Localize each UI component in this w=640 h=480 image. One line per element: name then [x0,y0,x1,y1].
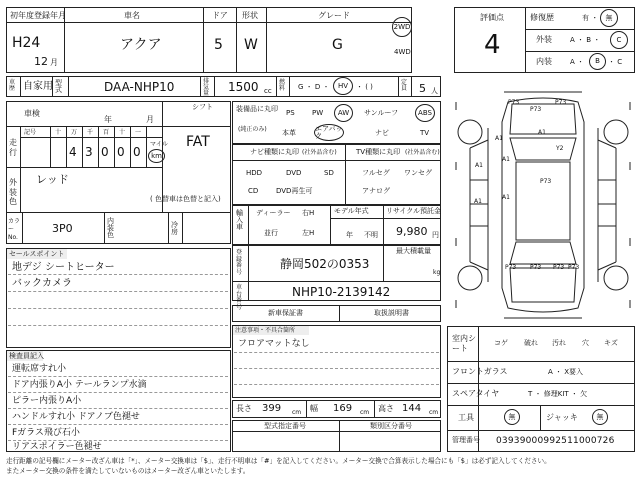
displacement: 1500 [228,80,259,94]
fuel-label: 燃料 [279,79,286,92]
documents-box [232,305,441,322]
inspector-line-5: リアスポイラー色褪せ [12,442,102,452]
tv-analog: アナログ [362,187,390,195]
mark-a1-left-door: A1 [475,162,483,169]
mark-p73-rear-left: P73 [505,264,517,271]
drive-2wd: 2WD [393,22,411,31]
digit-label-0: 十 [55,129,62,136]
recycle-label: リサイクル預託金 [386,207,442,215]
mark-a1-left-rear: A1 [474,198,482,205]
ac-label: 冷房 [171,221,178,236]
spare-label: スペアタイヤ [452,389,500,398]
navi-sd: SD [324,169,334,177]
notes-label-bg [233,326,309,335]
notes-line: フロアマットなし [238,339,310,349]
plate-number: 静岡502の0353 [280,257,370,271]
usage: 自家用 [23,81,53,92]
color-value: レッド [36,173,69,186]
mileage-digit-3: 0 [117,145,125,159]
sales-points-label-bg [7,249,67,259]
equip-navi: ナビ [375,129,389,137]
max-load-label: 最大積載量 [396,247,431,255]
seat-item-3: 穴 [582,339,589,347]
fuel-selected-circle [333,77,353,95]
mark-p73-hood: P73 [508,99,520,106]
color-no: 3P0 [52,222,73,235]
tv-type-label: TV種類に丸印 [356,148,401,156]
notes-box [232,325,441,398]
footer-line-1: 走行距離の記号欄にメーター改ざん車は「*」、メーター交換車は「$」、走行不明車は「#」を記入してください。メーター交換で合算表示した場合にも「$」は必ず記入してください。 [6,457,551,465]
warranty-label: 新車保証書 [268,309,303,317]
fuel-selected: HV [337,81,349,90]
drive-2wd-circle [392,17,412,37]
jack-value: 無 [596,412,604,421]
km-circle [148,149,165,163]
mileage-digit-4: 0 [133,145,141,159]
mileage-digit-2: 0 [101,145,109,159]
sales-points-label: セールスポイント [9,250,65,258]
inspection-month-unit: 月 [146,115,154,124]
model-year-unknown: 不明 [364,231,378,239]
inspector-line-0: 運転席すれ小 [12,364,67,374]
model-code: DAA-NHP10 [104,80,175,94]
mark-ku: Y2 [556,145,564,152]
name-label: 車名 [124,11,140,20]
navi-type-note: (社外品含む) [302,149,337,156]
fuel-options: G ・ D ・ [298,83,330,91]
navi-cd: CD [248,187,259,195]
first-reg-label: 初年度登録年月 [10,11,66,20]
exterior-label: 外装色 [9,178,17,207]
interior-label: 内装色 [107,217,114,239]
inspector-line-2: ピラー内張りA小 [12,396,82,406]
digit-label-4: 十 [119,129,126,136]
inspection-label: 車検 [24,109,40,118]
model-label: 型式 [55,79,62,94]
displacement-label: 排気量 [203,78,210,97]
mark-p73-center: P73 [540,178,552,185]
seat-item-2: 汚れ [552,339,566,347]
mark-a1-windshield: A1 [538,129,546,136]
repair-selected: 無 [605,13,613,22]
class-label: 車歴 [9,79,16,92]
inspector-line-1: ドア内張りA小 テールランプ水滴 [12,380,147,390]
equip-aw: AW [337,108,350,117]
repair-label: 修復歴 [530,13,554,22]
color-note: ( 色替車は色替と記入) [150,195,221,203]
interior-score-label: 内装 [536,57,552,66]
header-box [6,7,412,73]
inspector-label-bg [7,351,43,361]
designation-label: 型式指定番号 [264,422,306,430]
digit-label-5: 一 [135,129,142,136]
digit-label-1: 万 [71,129,78,136]
displacement-unit: cc [264,87,272,95]
footer-line-2: またメーター交換の条件を満たしていないものはメーター改ざん車といたします。 [6,467,250,475]
fuel-other: ・ ( ) [356,83,373,91]
import-dealer: ディーラー [256,209,291,217]
abs-circle [415,104,435,122]
first-reg-era: H24 [12,35,41,51]
seat-label: 室内シート [452,334,476,354]
notes-label: 注意事項・不具合箇所 [235,327,296,334]
first-reg-month-unit: 月 [50,58,58,67]
seat-item-1: 破れ [524,339,538,347]
windshield-label: フロントガラス [452,367,508,376]
tv-type-note: (社外品含む) [405,149,440,156]
mileage-note: 記号 [24,129,37,136]
spare-options: T ・ 修理KIT ・ 欠 [528,390,588,398]
height-value: 144 [402,403,422,414]
jack-label: ジャッキ [546,413,578,422]
width-value: 169 [333,403,353,414]
equip-abs: ABS [418,108,432,117]
mark-p73-rear-edge: P73 [568,264,580,271]
management-number: 03939000992511000726 [496,436,615,446]
digit-label-3: 百 [103,129,110,136]
sales-point-line-1: バックカメラ [12,278,72,289]
mileage-digit-0: 4 [69,145,77,159]
length-label: 長さ [236,404,252,413]
jack-circle [592,409,608,425]
grade: G [332,37,343,53]
exterior-score-selected: C [616,35,622,44]
mark-p73-front: P73 [555,99,567,106]
grade-label: グレード [318,11,350,20]
seat-item-4: キズ [604,339,618,347]
inspector-line-4: Fガラス飛び石小 [12,428,80,438]
equip-sunroof: サンルーフ [364,109,399,117]
inspection-year-unit: 年 [104,115,112,124]
interior-score-circle [589,53,606,70]
model-year-unit: 年 [346,231,353,239]
mileage-unit-mile: マイル [150,141,168,148]
tv-oneseg: ワンセグ [404,169,432,177]
row2-box [6,76,441,97]
recycle-unit: 円 [432,231,439,239]
chassis-number: NHP10-2139142 [292,285,391,299]
mark-a1-left-pillar: A1 [502,156,510,163]
mark-p73-rear-right: P73 [553,264,565,271]
door-label: ドア [212,11,228,20]
windshield-options: A ・ X要入 [548,368,584,376]
equip-ps: PS [286,109,295,117]
shape-label: 形状 [242,11,258,20]
equipment-title: 装備品に丸印 [236,105,278,113]
model-year-label: モデル年式 [334,207,369,215]
capacity: 5 [419,82,426,95]
equip-airbag: エアバック [315,124,343,140]
import-parallel: 並行 [264,229,278,237]
interior-score-c: ・ C [608,58,623,66]
shape: W [244,37,258,53]
navi-type-label: ナビ種類に丸印 [250,148,299,156]
navi-dvd-play: DVD再生可 [276,187,313,195]
exterior-score-circle [610,31,628,49]
car-name: アクア [120,37,162,53]
equipment-title-note: (純正のみ) [238,126,267,133]
inspector-line-3: ハンドルすれ小 ドアノブ色褪せ [12,412,140,422]
tools-value: 無 [508,412,516,421]
equip-pw: PW [312,109,324,117]
height-label: 高さ [378,404,394,413]
digit-label-2: 千 [87,129,94,136]
mark-a1-left-rear-door: A1 [502,194,510,201]
sales-point-line-0: 地デジ シートヒーター [12,262,115,273]
import-label: 輸入車 [236,209,243,231]
mileage-label: 走行 [9,138,17,157]
category-label: 類別区分番号 [370,422,412,430]
length-unit: cm [292,409,302,416]
repair-options: 有 ・ [582,14,599,22]
capacity-label: 定員 [401,79,408,92]
car-damage-diagram [448,88,638,322]
tools-circle [504,409,520,425]
navi-dvd: DVD [286,169,302,177]
shift-label: シフト [192,103,213,111]
equip-leather: 本革 [282,129,296,137]
mark-a1-left-front: A1 [495,135,503,142]
plate-label: 登録番号 [236,249,243,276]
chassis-label: 車台番号 [236,284,243,311]
airbag-circle [314,124,344,141]
import-right-hand: 右H [302,209,315,217]
score-label: 評価点 [480,13,504,22]
mark-p73-rear-mid: P73 [530,264,542,271]
max-load-unit: kg [433,269,441,276]
navi-hdd: HDD [246,169,263,177]
color-no-label: カラーNo. [8,218,21,241]
inspector-label: 検査員記入 [9,352,44,360]
interior-score-a: A ・ [570,58,585,66]
capacity-unit: 人 [431,87,438,95]
length-value: 399 [262,403,282,414]
recycle-amount: 9,980 [396,225,428,238]
tv-fullseg: フルセグ [362,169,390,177]
manual-label: 取扱説明書 [374,309,409,317]
mark-p73-top: P73 [530,106,542,113]
door-count: 5 [214,37,223,53]
width-unit: cm [360,409,370,416]
equip-tv: TV [420,129,430,137]
mileage-unit-km: km [151,151,162,160]
first-reg-month: 12 [34,55,48,68]
interior-score-selected: B [595,57,600,65]
repair-circle [600,9,618,27]
import-left-hand: 左H [302,229,315,237]
exterior-score-options: A ・ B ・ [570,36,601,44]
tools-label: 工具 [458,413,474,422]
mileage-digit-1: 3 [85,145,93,159]
drive-4wd: 4WD [394,48,411,56]
height-unit: cm [429,409,439,416]
score-value: 4 [484,30,501,60]
exterior-score-label: 外装 [536,35,552,44]
shift-value: FAT [186,134,210,150]
management-label: 管理番号 [452,436,480,444]
width-label: 幅 [310,404,318,413]
seat-item-0: コゲ [494,339,508,347]
aw-circle [334,104,353,122]
